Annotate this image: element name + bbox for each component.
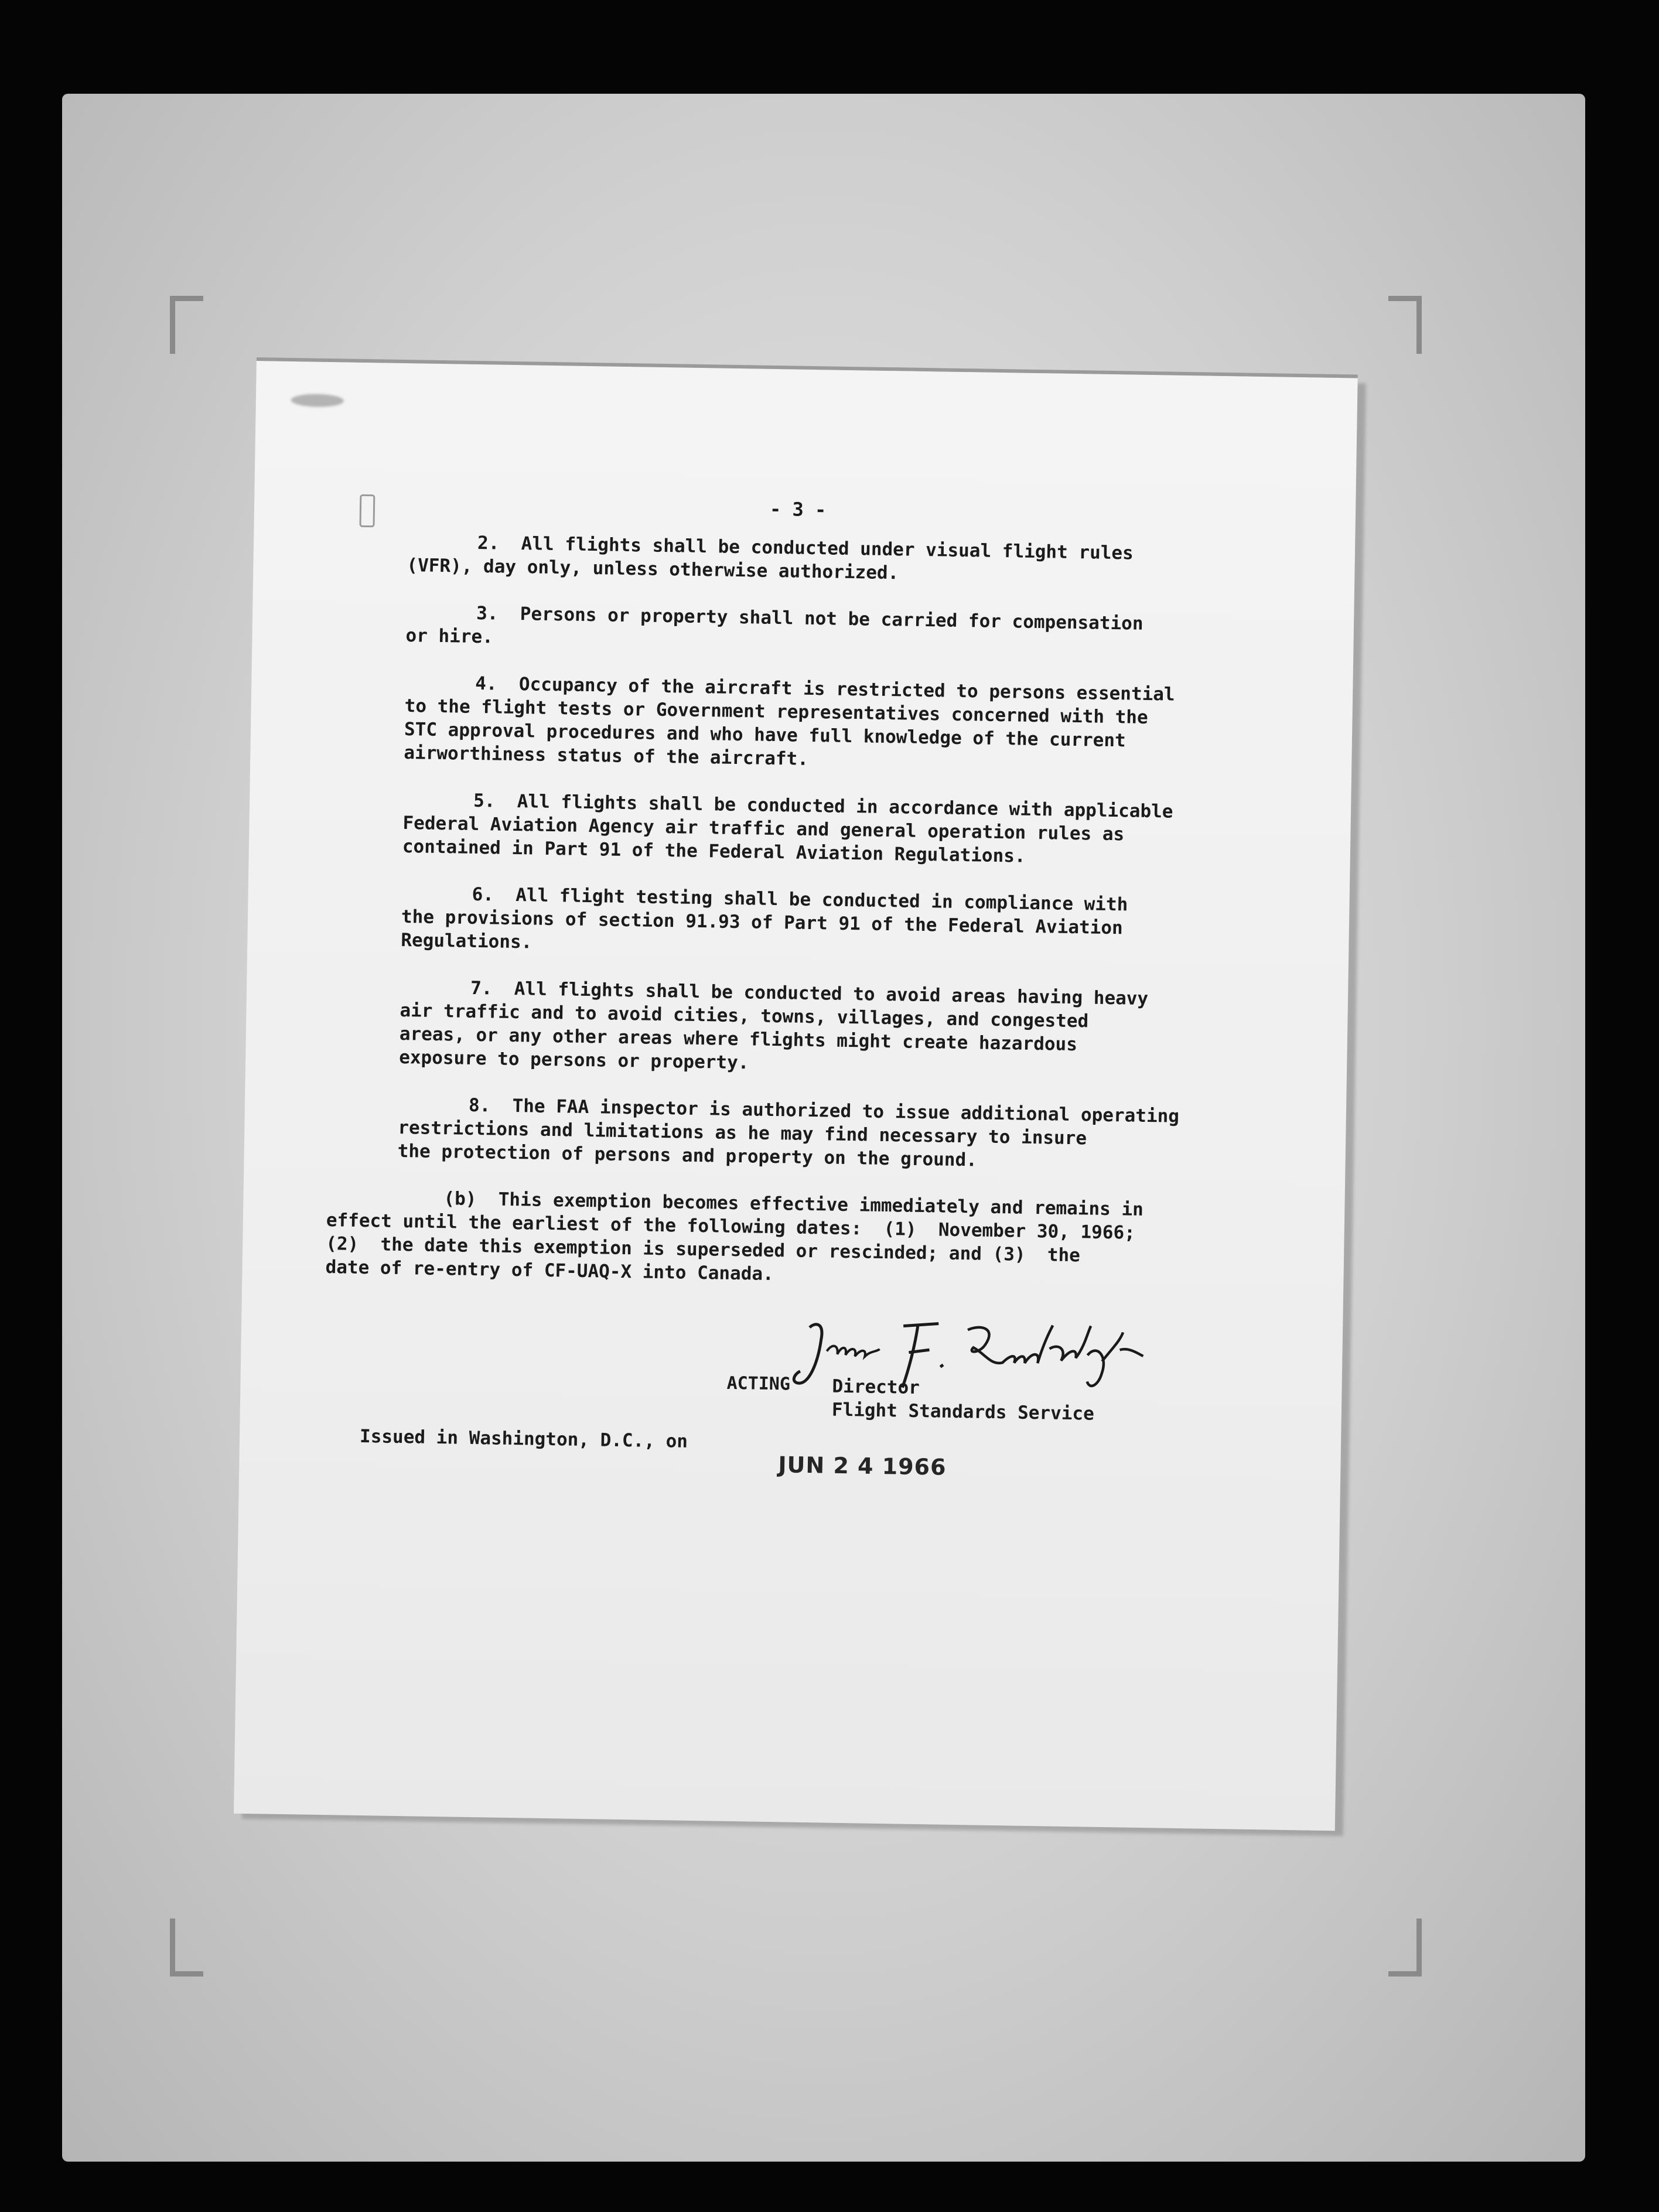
paragraph-3: 3. Persons or property shall not be carried for compensation or hire. — [405, 602, 1143, 648]
paragraph-6: 6. All flight testing shall be conducted in compliance with the provisions of section 91.93 of Part 91 of the Federal Aviation Regulations. — [401, 883, 1128, 953]
crop-mark-bottom-left — [170, 1919, 203, 1977]
signature-block — [726, 1315, 1138, 1438]
paragraph-2: 2. All flights shall be conducted under visual flight rules (VFR), day only, unless otherwise authorized. — [407, 532, 1134, 584]
title-director: Director — [832, 1375, 920, 1398]
paragraph-5: 5. All flights shall be conducted in accordance with applicable Federal Aviation Agency air traffic and general operation rules as contained in Part 91 of the Federal Aviation Regulations. — [402, 790, 1173, 867]
date-stamp: JUN 2 4 1966 — [778, 1452, 947, 1480]
paragraph-8: 8. The FAA inspector is authorized to issue additional operating restrictions and limitations as he may find necessary to insure the protection of persons and property on the ground. — [397, 1094, 1180, 1171]
crop-mark-top-left — [170, 296, 203, 354]
document-page — [234, 357, 1358, 1831]
margin-mark — [359, 494, 375, 527]
page-number: - 3 - — [769, 497, 827, 521]
paragraph-b: (b) This exemption becomes effective immediately and remains in effect until the earliest of the following dates: (1) November 30, 1966; (2) the date this exemption is superseded or rescinded; and (3) the date of re-entry of CF-UAQ-X into Canada. — [325, 1188, 1144, 1285]
signatory-title — [832, 1375, 1095, 1426]
body-text — [325, 530, 1216, 1316]
paragraph-7: 7. All flights shall be conducted to avoid areas having heavy air traffic and to avoid cities, towns, villages, and congested areas, or any other areas where flights might create hazardous exposure to persons or property. — [398, 977, 1149, 1074]
ink-smudge — [291, 394, 344, 407]
crop-mark-top-right — [1388, 296, 1422, 354]
paragraph-4: 4. Occupancy of the aircraft is restricted to persons essential to the flight tests or Government representatives concerned with the STC approval procedures and who have full knowledge of the current airworthiness status of the aircraft. — [404, 673, 1175, 770]
acting-label: ACTING — [726, 1373, 791, 1395]
title-service: Flight Standards Service — [831, 1399, 1095, 1425]
crop-mark-bottom-right — [1388, 1919, 1422, 1977]
issued-location: Issued in Washington, D.C., on — [359, 1425, 688, 1452]
